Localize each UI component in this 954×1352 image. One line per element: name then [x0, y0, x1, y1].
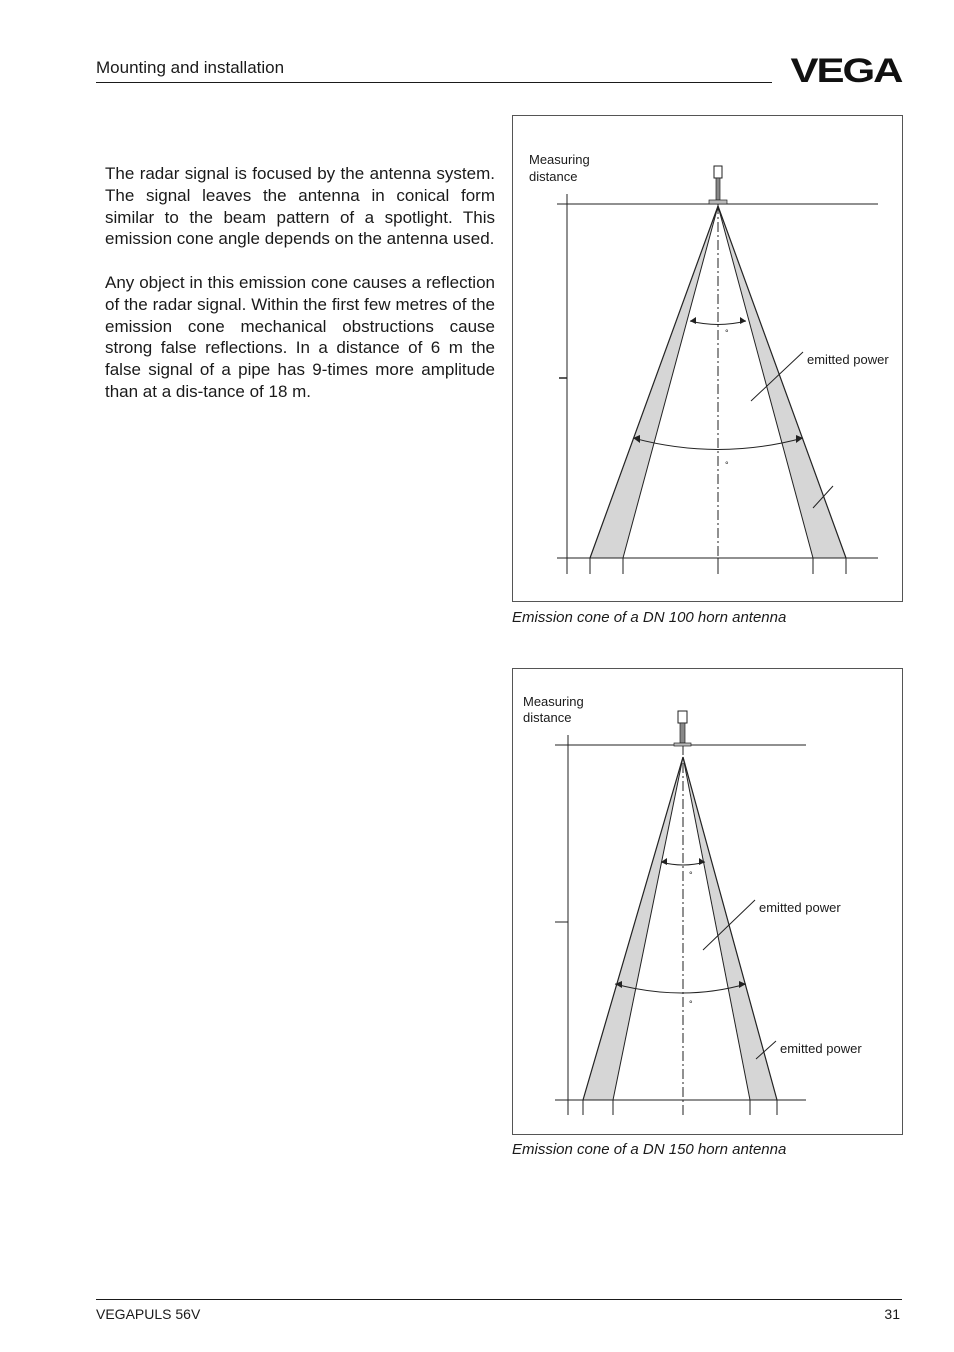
- axis-label-line1: Measuring: [523, 694, 584, 709]
- header-divider: [96, 82, 772, 83]
- emission-cone-figure-dn150: [512, 668, 903, 1135]
- section-title: Mounting and installation: [96, 58, 285, 77]
- svg-text:VEGA: VEGA: [790, 51, 902, 86]
- cone-diagram-dn150: [513, 669, 902, 1134]
- outer-angle-mark: °: [689, 999, 693, 1009]
- paragraph-reflections: Any object in this emission cone causes a reflection of the radar signal. Within the first few metres of the emission cone mechanical obstructions cause strong false reflections. In a distance of 6 m the false signal of a pipe has 9-times more amplitude than at a dis-tance of 18 m.: [105, 272, 495, 401]
- figure-caption-dn150: Emission cone of a DN 150 horn antenna: [512, 1141, 787, 1158]
- paragraph-focus: The radar signal is focused by the antenna system. The signal leaves the antenna in conical form similar to the beam pattern of a spotlight. This emission cone angle depends on the antenna used.: [105, 164, 495, 249]
- vega-logo: [786, 50, 906, 86]
- outer-angle-mark: °: [725, 460, 729, 470]
- axis-label-line2: distance: [523, 710, 572, 725]
- emitted-power-label-inner: emitted power: [759, 900, 841, 915]
- axis-label-line1: Measuring: [529, 152, 590, 167]
- body-text: [105, 163, 495, 425]
- emitted-power-label: emitted power: [807, 352, 889, 367]
- axis-label-line2: distance: [529, 169, 578, 184]
- emission-cone-figure-dn100: [512, 115, 903, 602]
- footer-divider: [96, 1299, 902, 1300]
- inner-angle-mark: °: [725, 328, 729, 338]
- figure-caption-dn100: Emission cone of a DN 100 horn antenna: [512, 609, 787, 626]
- inner-angle-mark: °: [689, 870, 693, 880]
- page-number: 31: [884, 1306, 900, 1322]
- footer-product: VEGAPULS 56V: [96, 1306, 201, 1322]
- emitted-power-label-band: emitted power: [780, 1041, 862, 1056]
